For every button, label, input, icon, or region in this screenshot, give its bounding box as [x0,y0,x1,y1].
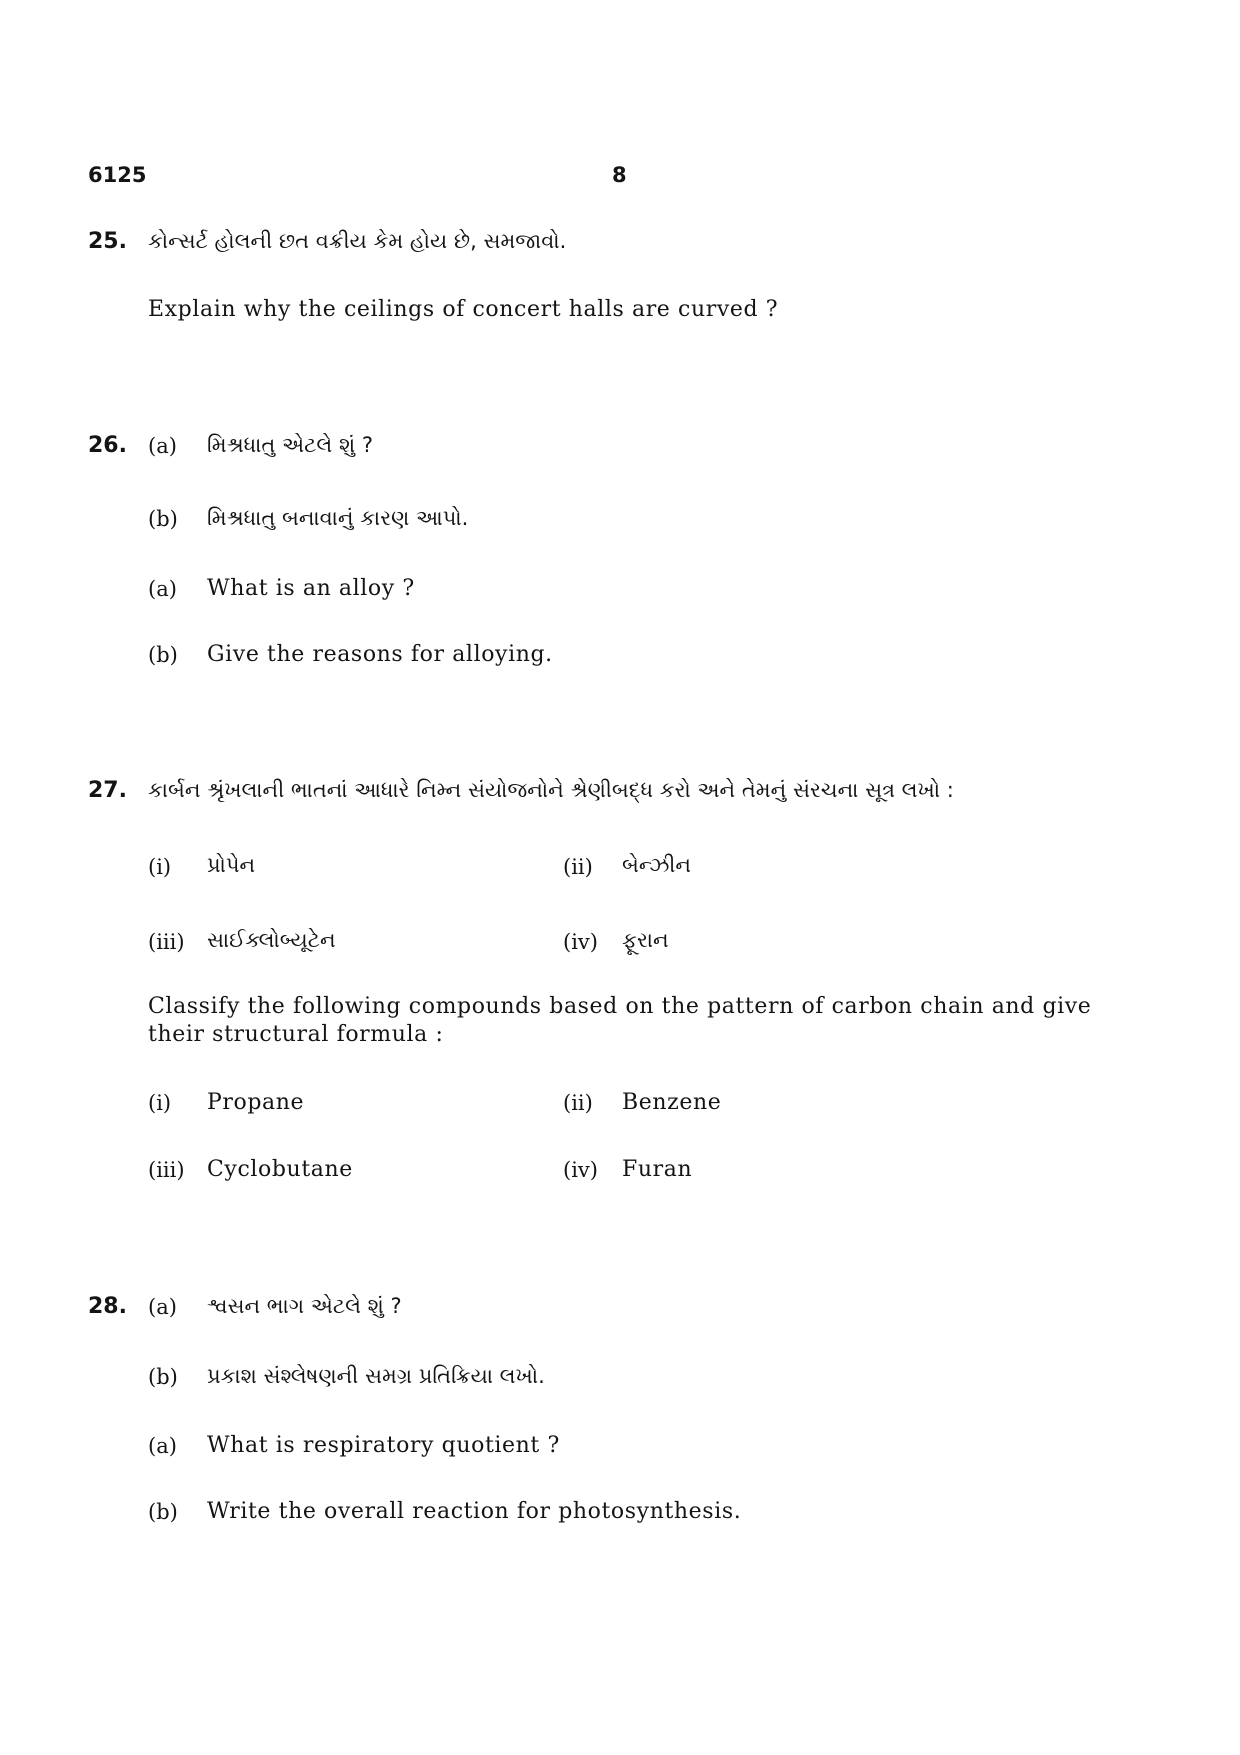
subpart-marker: (a) [148,1434,177,1458]
subpart-marker: (b) [148,643,178,667]
subpart-text-gujarati: શ્વસન ભાગ એટલે શું ? [207,1294,402,1318]
page-number: 8 [612,163,627,187]
question-text-gujarati: કાર્બન શ્રૃંખલાની ભાતનાં આધારે નિમ્ન સંયોજનોને શ્રેણીબદ્ધ કરો અને તેમનું સંરચના સૂત્ર લખો : [148,778,954,802]
option-text-english: Furan [622,1157,693,1182]
option-marker: (i) [148,1091,172,1115]
subpart-text-english: Give the reasons for alloying. [207,642,553,667]
question-number: 26. [88,433,127,458]
question-number: 27. [88,778,127,803]
option-text-english: Propane [207,1090,305,1115]
question-text-english: Classify the following compounds based on the pattern of carbon chain and give their structural formula : [148,994,1092,1047]
paper-code: 6125 [88,163,147,187]
option-marker: (ii) [563,855,593,879]
subpart-text-english: What is respiratory quotient ? [207,1433,560,1458]
subpart-marker: (b) [148,1365,178,1389]
subpart-marker: (a) [148,577,177,601]
subpart-marker: (a) [148,1295,177,1319]
subpart-text-gujarati: પ્રકાશ સંશ્લેષણની સમગ્ર પ્રતિક્રિયા લખો. [207,1364,545,1388]
option-text-english: Cyclobutane [207,1157,353,1182]
subpart-text-gujarati: મિશ્રધાતુ એટલે શું ? [207,433,373,457]
subpart-text-english: Write the overall reaction for photosynthesis. [207,1499,742,1524]
question-number: 28. [88,1294,127,1319]
option-marker: (i) [148,855,172,879]
subpart-text-gujarati: મિશ્રધાતુ બનાવાનું કારણ આપો. [207,506,469,530]
question-number: 25. [88,229,127,254]
option-marker: (iii) [148,1158,185,1182]
option-text-gujarati: સાઈક્લોબ્યૂટેન [207,928,336,952]
option-marker: (iv) [563,930,598,954]
subpart-text-english: What is an alloy ? [207,576,415,601]
option-text-gujarati: બેન્ઝીન [622,853,692,877]
question-text-english: Explain why the ceilings of concert halls are curved ? [148,297,779,322]
subpart-marker: (b) [148,507,178,531]
option-marker: (iii) [148,930,185,954]
option-marker: (ii) [563,1091,593,1115]
option-marker: (iv) [563,1158,598,1182]
subpart-marker: (b) [148,1500,178,1524]
option-text-gujarati: ફૂરાન [622,928,669,952]
subpart-marker: (a) [148,434,177,458]
option-text-english: Benzene [622,1090,722,1115]
option-text-gujarati: પ્રોપેન [207,853,256,877]
question-text-gujarati: કોન્સર્ટ હોલની છત વક્રીય કેમ હોય છે, સમજાવો. [148,229,567,253]
